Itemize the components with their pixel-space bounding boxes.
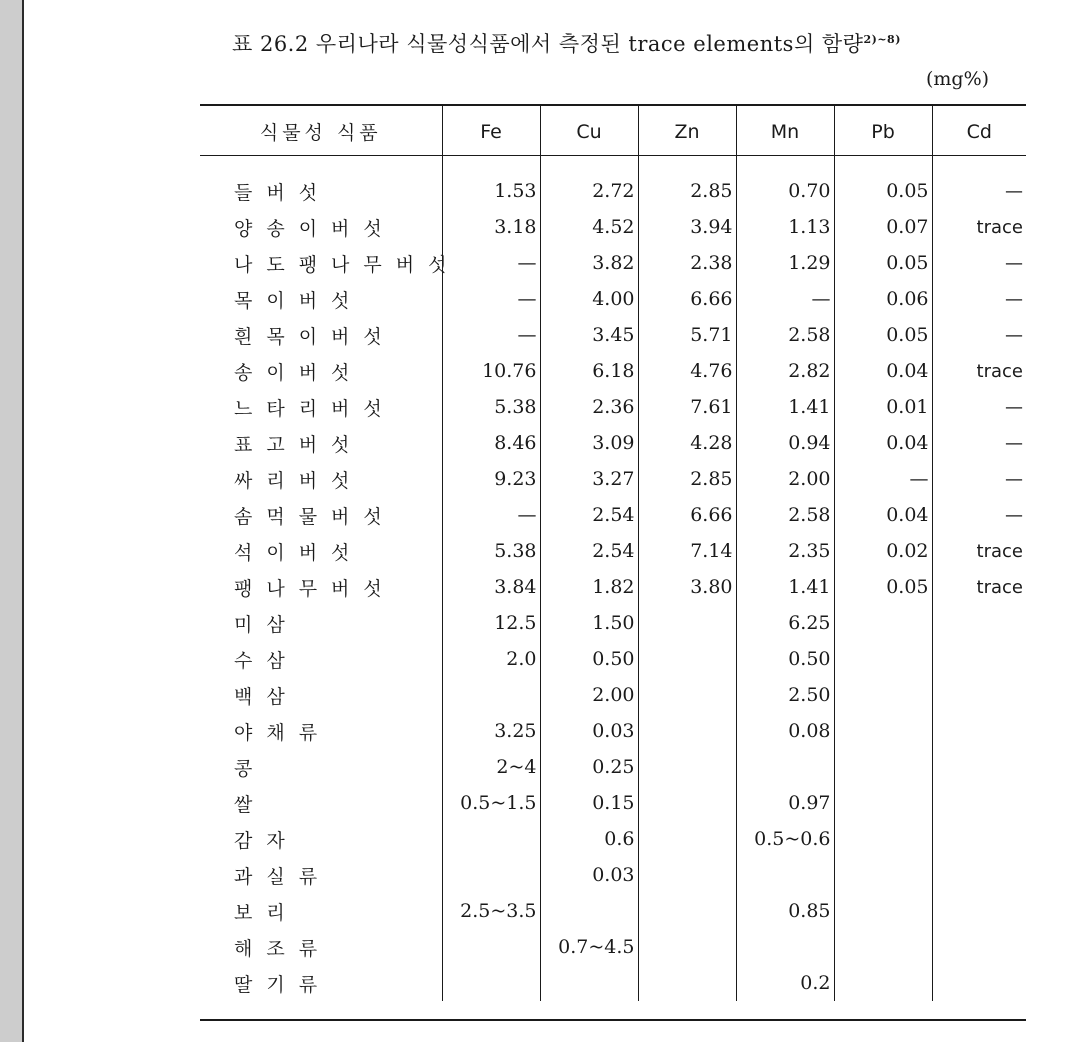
cu-value: 0.15 <box>540 785 638 821</box>
mn-value: 0.5~0.6 <box>736 821 834 857</box>
cd-value <box>932 605 1026 641</box>
table-row <box>200 209 1026 245</box>
pb-value: 0.05 <box>834 317 932 353</box>
cu-value: 3.82 <box>540 245 638 281</box>
mn-value: 0.94 <box>736 425 834 461</box>
food-name: 야채류 <box>200 713 442 749</box>
caption-reference: 2)~8) <box>863 33 901 46</box>
cd-value <box>932 857 1026 893</box>
food-name: 양송이버섯 <box>200 209 442 245</box>
table-row <box>200 245 1026 281</box>
cd-value <box>932 677 1026 713</box>
table-row <box>200 353 1026 389</box>
pb-value <box>834 821 932 857</box>
fe-value: 3.18 <box>442 209 540 245</box>
mn-value: 0.08 <box>736 713 834 749</box>
cd-value <box>932 965 1026 1001</box>
food-name: 수삼 <box>200 641 442 677</box>
fe-value: — <box>442 497 540 533</box>
pb-value <box>834 749 932 785</box>
zn-value <box>638 641 736 677</box>
food-name: 딸기류 <box>200 965 442 1001</box>
cd-value: trace <box>976 576 1023 598</box>
cu-value: 0.03 <box>540 713 638 749</box>
food-name: 표고버섯 <box>200 425 442 461</box>
header-cd: Cd <box>966 120 992 143</box>
fe-value: 8.46 <box>442 425 540 461</box>
pb-value <box>834 857 932 893</box>
cu-value: 0.50 <box>540 641 638 677</box>
zn-value <box>638 893 736 929</box>
food-name: 미삼 <box>200 605 442 641</box>
pb-value: 0.04 <box>834 353 932 389</box>
fe-value <box>442 965 540 1001</box>
zn-value <box>638 749 736 785</box>
zn-value: 4.76 <box>638 353 736 389</box>
zn-value: 4.28 <box>638 425 736 461</box>
zn-value <box>638 965 736 1001</box>
header-mn: Mn <box>736 106 834 157</box>
food-name: 백삼 <box>200 677 442 713</box>
fe-value <box>442 677 540 713</box>
pb-value: 0.06 <box>834 281 932 317</box>
table-row <box>200 713 1026 749</box>
zn-value: 2.85 <box>638 461 736 497</box>
cd-value: — <box>1005 324 1023 346</box>
cd-value: — <box>1005 396 1023 418</box>
food-name: 쌀 <box>200 785 442 821</box>
table-row <box>200 425 1026 461</box>
zn-value <box>638 929 736 965</box>
cu-value: 2.36 <box>540 389 638 425</box>
pb-value: 0.04 <box>834 497 932 533</box>
cu-value: 1.82 <box>540 569 638 605</box>
table-row <box>200 785 1026 821</box>
mn-value: — <box>736 281 834 317</box>
mn-value: 2.58 <box>736 317 834 353</box>
fe-value <box>442 857 540 893</box>
fe-value: — <box>442 317 540 353</box>
fe-value: — <box>442 281 540 317</box>
food-name: 흰목이버섯 <box>200 317 442 353</box>
cu-value: 6.18 <box>540 353 638 389</box>
cu-value: 2.72 <box>540 157 638 209</box>
pb-value <box>834 929 932 965</box>
cu-value <box>540 893 638 929</box>
cu-value: 1.50 <box>540 605 638 641</box>
pb-value: 0.05 <box>834 569 932 605</box>
food-name: 송이버섯 <box>200 353 442 389</box>
cd-value: — <box>1005 432 1023 454</box>
cu-value: 2.54 <box>540 533 638 569</box>
mn-value <box>736 929 834 965</box>
table-row <box>200 569 1026 605</box>
pb-value <box>834 785 932 821</box>
mn-value: 2.35 <box>736 533 834 569</box>
food-name: 석이버섯 <box>200 533 442 569</box>
fe-value: 9.23 <box>442 461 540 497</box>
fe-value: 10.76 <box>442 353 540 389</box>
food-name: 해조류 <box>200 929 442 965</box>
table-bottom-rule <box>200 1019 1026 1021</box>
fe-value: 2~4 <box>442 749 540 785</box>
food-name: 과실류 <box>200 857 442 893</box>
table-row <box>200 821 1026 857</box>
mn-value: 2.82 <box>736 353 834 389</box>
zn-value <box>638 785 736 821</box>
left-margin-bar <box>0 0 22 1042</box>
zn-value: 2.38 <box>638 245 736 281</box>
pb-value: 0.07 <box>834 209 932 245</box>
header-zn: Zn <box>638 106 736 157</box>
cd-value <box>932 785 1026 821</box>
pb-value <box>834 605 932 641</box>
table-body <box>200 157 1026 1001</box>
header-pb: Pb <box>834 106 932 157</box>
mn-value: 1.13 <box>736 209 834 245</box>
mn-value: 0.2 <box>736 965 834 1001</box>
fe-value <box>442 929 540 965</box>
fe-value: 5.38 <box>442 389 540 425</box>
pb-value: 0.01 <box>834 389 932 425</box>
cd-value: — <box>1005 468 1023 490</box>
pb-value: 0.05 <box>834 245 932 281</box>
cu-value: 0.03 <box>540 857 638 893</box>
cd-value <box>932 821 1026 857</box>
food-name: 보리 <box>200 893 442 929</box>
cu-value: 3.27 <box>540 461 638 497</box>
pb-value: — <box>834 461 932 497</box>
table-row <box>200 929 1026 965</box>
food-name: 들버섯 <box>200 157 442 209</box>
cu-value: 3.45 <box>540 317 638 353</box>
food-name: 싸리버섯 <box>200 461 442 497</box>
table-row <box>200 605 1026 641</box>
fe-value: 5.38 <box>442 533 540 569</box>
zn-value: 3.80 <box>638 569 736 605</box>
table-row <box>200 157 1026 209</box>
table-row <box>200 497 1026 533</box>
cd-value <box>932 713 1026 749</box>
cd-value: trace <box>976 360 1023 382</box>
fe-value <box>442 821 540 857</box>
mn-value: 6.25 <box>736 605 834 641</box>
zn-value: 7.14 <box>638 533 736 569</box>
trace-elements-table <box>200 106 1026 1001</box>
fe-value: 12.5 <box>442 605 540 641</box>
fe-value: 2.5~3.5 <box>442 893 540 929</box>
mn-value: 1.41 <box>736 389 834 425</box>
mn-value: 1.41 <box>736 569 834 605</box>
zn-value <box>638 677 736 713</box>
cd-value: — <box>1005 180 1023 202</box>
pb-value: 0.02 <box>834 533 932 569</box>
fe-value: 2.0 <box>442 641 540 677</box>
fe-value: 1.53 <box>442 157 540 209</box>
table-row <box>200 533 1026 569</box>
cu-value: 2.00 <box>540 677 638 713</box>
mn-value: 2.50 <box>736 677 834 713</box>
food-name: 팽나무버섯 <box>200 569 442 605</box>
table-caption <box>232 28 1052 58</box>
food-name: 콩 <box>200 749 442 785</box>
zn-value: 7.61 <box>638 389 736 425</box>
food-name: 솜먹물버섯 <box>200 497 442 533</box>
table-row <box>200 893 1026 929</box>
cu-value: 0.6 <box>540 821 638 857</box>
mn-value: 0.50 <box>736 641 834 677</box>
zn-value: 3.94 <box>638 209 736 245</box>
table-row <box>200 641 1026 677</box>
mn-value: 0.97 <box>736 785 834 821</box>
header-food: 식물성 식품 <box>200 106 442 157</box>
cd-value: trace <box>976 540 1023 562</box>
pb-value <box>834 713 932 749</box>
table-row <box>200 281 1026 317</box>
left-margin-line <box>22 0 24 1042</box>
food-name: 감자 <box>200 821 442 857</box>
food-name: 느타리버섯 <box>200 389 442 425</box>
mn-value: 2.58 <box>736 497 834 533</box>
unit-label: (mg%) <box>926 68 990 90</box>
mn-value <box>736 857 834 893</box>
zn-value <box>638 605 736 641</box>
cu-value: 3.09 <box>540 425 638 461</box>
zn-value: 5.71 <box>638 317 736 353</box>
zn-value: 2.85 <box>638 157 736 209</box>
pb-value <box>834 965 932 1001</box>
cu-value: 4.52 <box>540 209 638 245</box>
mn-value <box>736 749 834 785</box>
header-cu: Cu <box>540 106 638 157</box>
cd-value: — <box>1005 252 1023 274</box>
cd-value: — <box>1005 504 1023 526</box>
zn-value: 6.66 <box>638 497 736 533</box>
pb-value: 0.04 <box>834 425 932 461</box>
pb-value: 0.05 <box>834 157 932 209</box>
cu-value: 4.00 <box>540 281 638 317</box>
zn-value <box>638 713 736 749</box>
cu-value: 0.25 <box>540 749 638 785</box>
table-row <box>200 857 1026 893</box>
cd-value <box>932 893 1026 929</box>
mn-value: 1.29 <box>736 245 834 281</box>
food-name: 나도팽나무버섯 <box>200 245 442 281</box>
cu-value <box>540 965 638 1001</box>
mn-value: 0.70 <box>736 157 834 209</box>
pb-value <box>834 893 932 929</box>
table-row <box>200 965 1026 1001</box>
zn-value <box>638 821 736 857</box>
cu-value: 0.7~4.5 <box>540 929 638 965</box>
table-row <box>200 461 1026 497</box>
zn-value: 6.66 <box>638 281 736 317</box>
cd-value <box>932 641 1026 677</box>
table-header-row <box>200 106 1026 157</box>
header-fe: Fe <box>442 106 540 157</box>
cu-value: 2.54 <box>540 497 638 533</box>
cd-value: trace <box>976 216 1023 238</box>
table-row <box>200 749 1026 785</box>
mn-value: 0.85 <box>736 893 834 929</box>
fe-value: 3.25 <box>442 713 540 749</box>
fe-value: 3.84 <box>442 569 540 605</box>
fe-value: 0.5~1.5 <box>442 785 540 821</box>
cd-value <box>932 929 1026 965</box>
table-row <box>200 317 1026 353</box>
cd-value <box>932 749 1026 785</box>
table-row <box>200 389 1026 425</box>
zn-value <box>638 857 736 893</box>
food-name: 목이버섯 <box>200 281 442 317</box>
mn-value: 2.00 <box>736 461 834 497</box>
pb-value <box>834 677 932 713</box>
caption-text: 표 26.2 우리나라 식물성식품에서 측정된 trace elements의 함량 <box>232 32 864 56</box>
pb-value <box>834 641 932 677</box>
cd-value: — <box>1005 288 1023 310</box>
table-row <box>200 677 1026 713</box>
fe-value: — <box>442 245 540 281</box>
